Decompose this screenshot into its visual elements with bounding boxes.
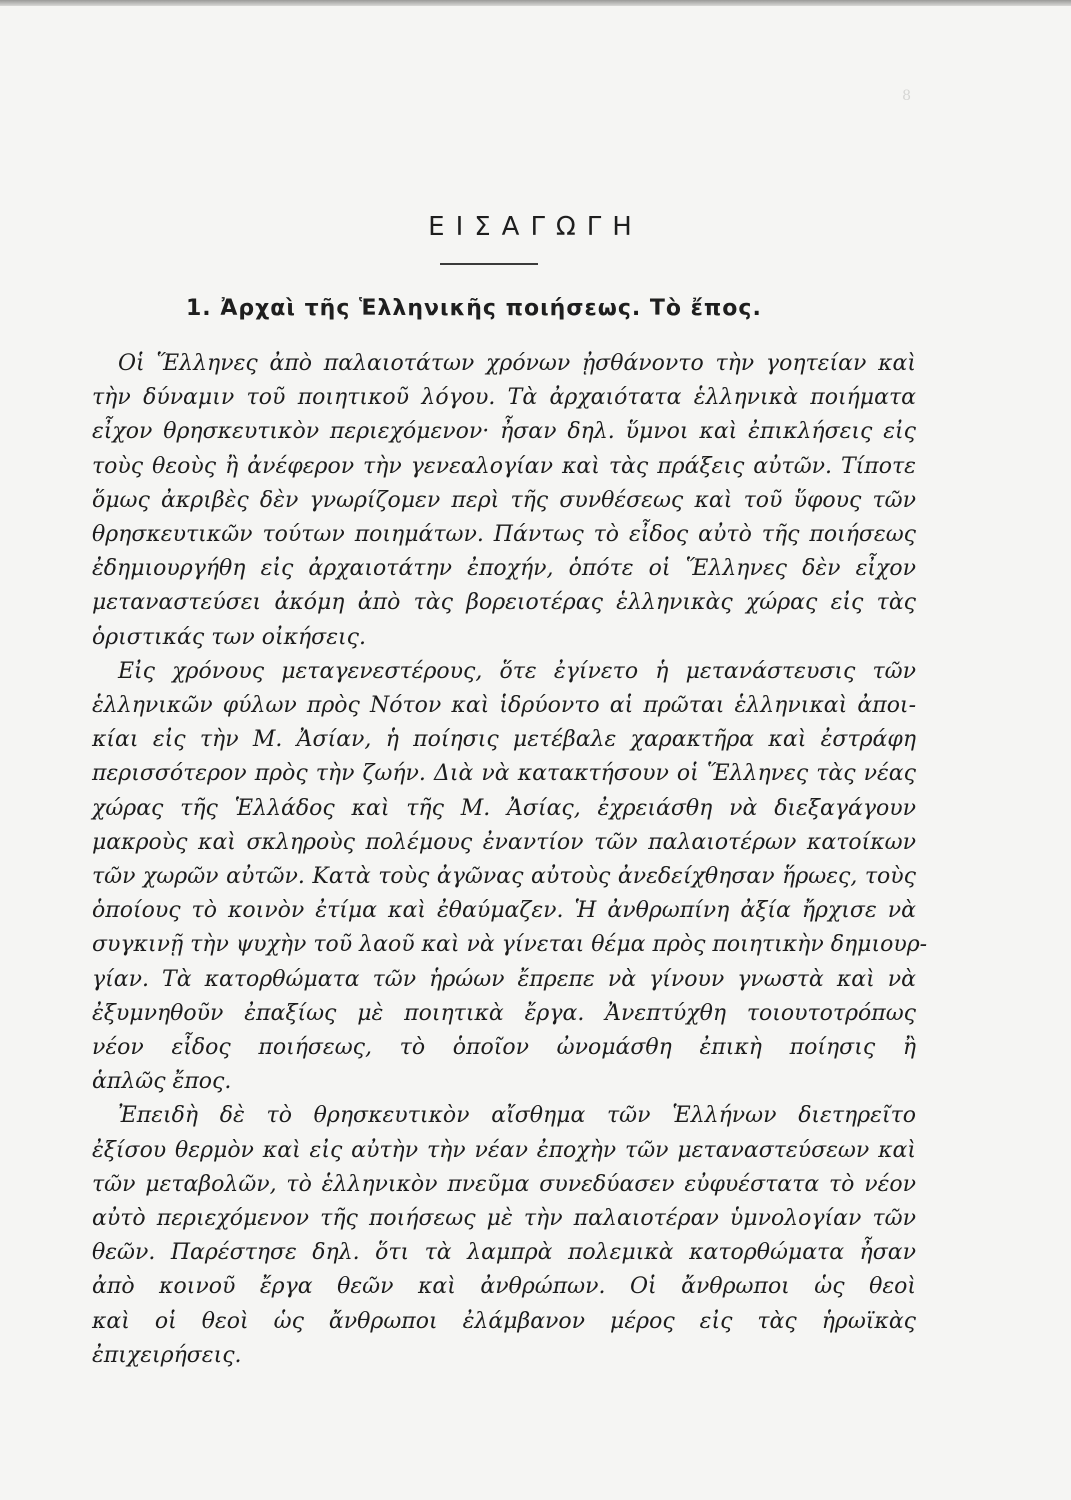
text-line: ἑλληνικῶν φύλων πρὸς Νότον καὶ ἱδρύοντο αἱ πρῶται ἑλληνικαὶ ἀποι- (92, 693, 916, 719)
text-line: μεταναστεύσει ἀκόμη ἀπὸ τὰς βορειοτέρας ἑλληνικὰς χώρας εἰς τὰς (92, 590, 916, 616)
text-line: κίαι εἰς τὴν Μ. Ἀσίαν, ἡ ποίησις μετέβαλε χαρακτῆρα καὶ ἐστράφη (92, 727, 916, 753)
text-line: θεῶν. Παρέστησε δηλ. ὅτι τὰ λαμπρὰ πολεμικὰ κατορθώματα ἦσαν (92, 1240, 916, 1266)
paragraph-2 (92, 655, 928, 1100)
text-line: τῶν χωρῶν αὐτῶν. Κατὰ τοὺς ἀγῶνας αὐτοὺς ἀνεδείχθησαν ἥρωες, τοὺς (92, 864, 916, 890)
text-line: ἐξυμνηθοῦν ἐπαξίως μὲ ποιητικὰ ἔργα. Ἀνεπτύχθη τοιουτοτρόπως (92, 1000, 916, 1026)
text-line: ὅμως ἀκριβὲς δὲν γνωρίζομεν περὶ τῆς συνθέσεως καὶ τοῦ ὕφους τῶν (92, 487, 916, 513)
title-underline (440, 263, 538, 265)
text-line: γίαν. Τὰ κατορθώματα τῶν ἡρώων ἔπρεπε νὰ γίνουν γνωστὰ καὶ νὰ (92, 966, 916, 992)
text-line: χώρας τῆς Ἑλλάδος καὶ τῆς Μ. Ἀσίας, ἐχρειάσθη νὰ διεξαγάγουν (92, 795, 916, 821)
text-line: καὶ οἱ θεοὶ ὡς ἄνθρωποι ἐλάμβανον μέρος εἰς τὰς ἡρωϊκὰς (92, 1308, 916, 1334)
text-line: τῶν μεταβολῶν, τὸ ἑλληνικὸν πνεῦμα συνεδύασεν εὐφυέστατα τὸ νέον (92, 1171, 916, 1197)
section-heading: 1. Ἀρχαὶ τῆς Ἑλληνικῆς ποιήσεως. Τὸ ἔπος. (186, 296, 762, 321)
text-line: συγκινῇ τὴν ψυχὴν τοῦ λαοῦ καὶ νὰ γίνεται θέμα πρὸς ποιητικὴν δημιουρ- (92, 932, 928, 958)
text-line: ἁπλῶς ἔπος. (92, 1069, 232, 1095)
text-line: ἐξίσου θερμὸν καὶ εἰς αὐτὴν τὴν νέαν ἐποχὴν τῶν μεταναστεύσεων καὶ (92, 1137, 916, 1163)
text-line: μακροὺς καὶ σκληροὺς πολέμους ἐναντίον τῶν παλαιοτέρων κατοίκων (92, 829, 916, 855)
text-line: τοὺς θεοὺς ἢ ἀνέφερον τὴν γενεαλογίαν καὶ τὰς πράξεις αὐτῶν. Τίποτε (92, 453, 916, 479)
text-line: Ἐπειδὴ δὲ τὸ θρησκευτικὸν αἴσθημα τῶν Ἑλλήνων διετηρεῖτο (118, 1103, 916, 1129)
text-line: ἐδημιουργήθη εἰς ἀρχαιοτάτην ἐποχήν, ὁπότε οἱ Ἕλληνες δὲν εἶχον (92, 556, 916, 582)
page-number: 8 (902, 88, 911, 104)
text-line: ὁποίους τὸ κοινὸν ἐτίμα καὶ ἐθαύμαζεν. Ἡ ἀνθρωπίνη ἀξία ἤρχισε νὰ (92, 898, 916, 924)
text-line: νέον εἶδος ποιήσεως, τὸ ὁποῖον ὠνομάσθη ἐπικὴ ποίησις ἢ (92, 1035, 916, 1061)
chapter-title: ΕΙΣΑΓΩΓΗ (428, 212, 643, 242)
scan-top-edge (0, 0, 1071, 6)
paragraph-1 (92, 347, 916, 655)
text-line: ἐπιχειρήσεις. (92, 1342, 242, 1368)
text-line: περισσότερον πρὸς τὴν ζωήν. Διὰ νὰ κατακτήσουν οἱ Ἕλληνες τὰς νέας (92, 761, 916, 787)
text-line: θρησκευτικῶν τούτων ποιημάτων. Πάντως τὸ εἶδος αὐτὸ τῆς ποιήσεως (92, 522, 916, 548)
text-line: αὐτὸ περιεχόμενον τῆς ποιήσεως μὲ τὴν παλαιοτέραν ὑμνολογίαν τῶν (92, 1206, 916, 1232)
text-line: εἶχον θρησκευτικὸν περιεχόμενον· ἦσαν δηλ. ὕμνοι καὶ ἐπικλήσεις εἰς (92, 419, 916, 445)
text-line: Οἱ Ἕλληνες ἀπὸ παλαιοτάτων χρόνων ᾐσθάνοντο τὴν γοητείαν καὶ (118, 351, 916, 376)
paragraph-3 (92, 1099, 916, 1373)
body-text (92, 347, 928, 1373)
text-line: ἀπὸ κοινοῦ ἔργα θεῶν καὶ ἀνθρώπων. Οἱ ἄνθρωποι ὡς θεοὶ (92, 1274, 916, 1300)
text-line: τὴν δύναμιν τοῦ ποιητικοῦ λόγου. Τὰ ἀρχαιότατα ἑλληνικὰ ποιήματα (92, 385, 916, 411)
text-line: Εἰς χρόνους μεταγενεστέρους, ὅτε ἐγίνετο ἡ μετανάστευσις τῶν (118, 658, 916, 684)
text-line: ὁριστικάς των οἰκήσεις. (92, 624, 366, 650)
